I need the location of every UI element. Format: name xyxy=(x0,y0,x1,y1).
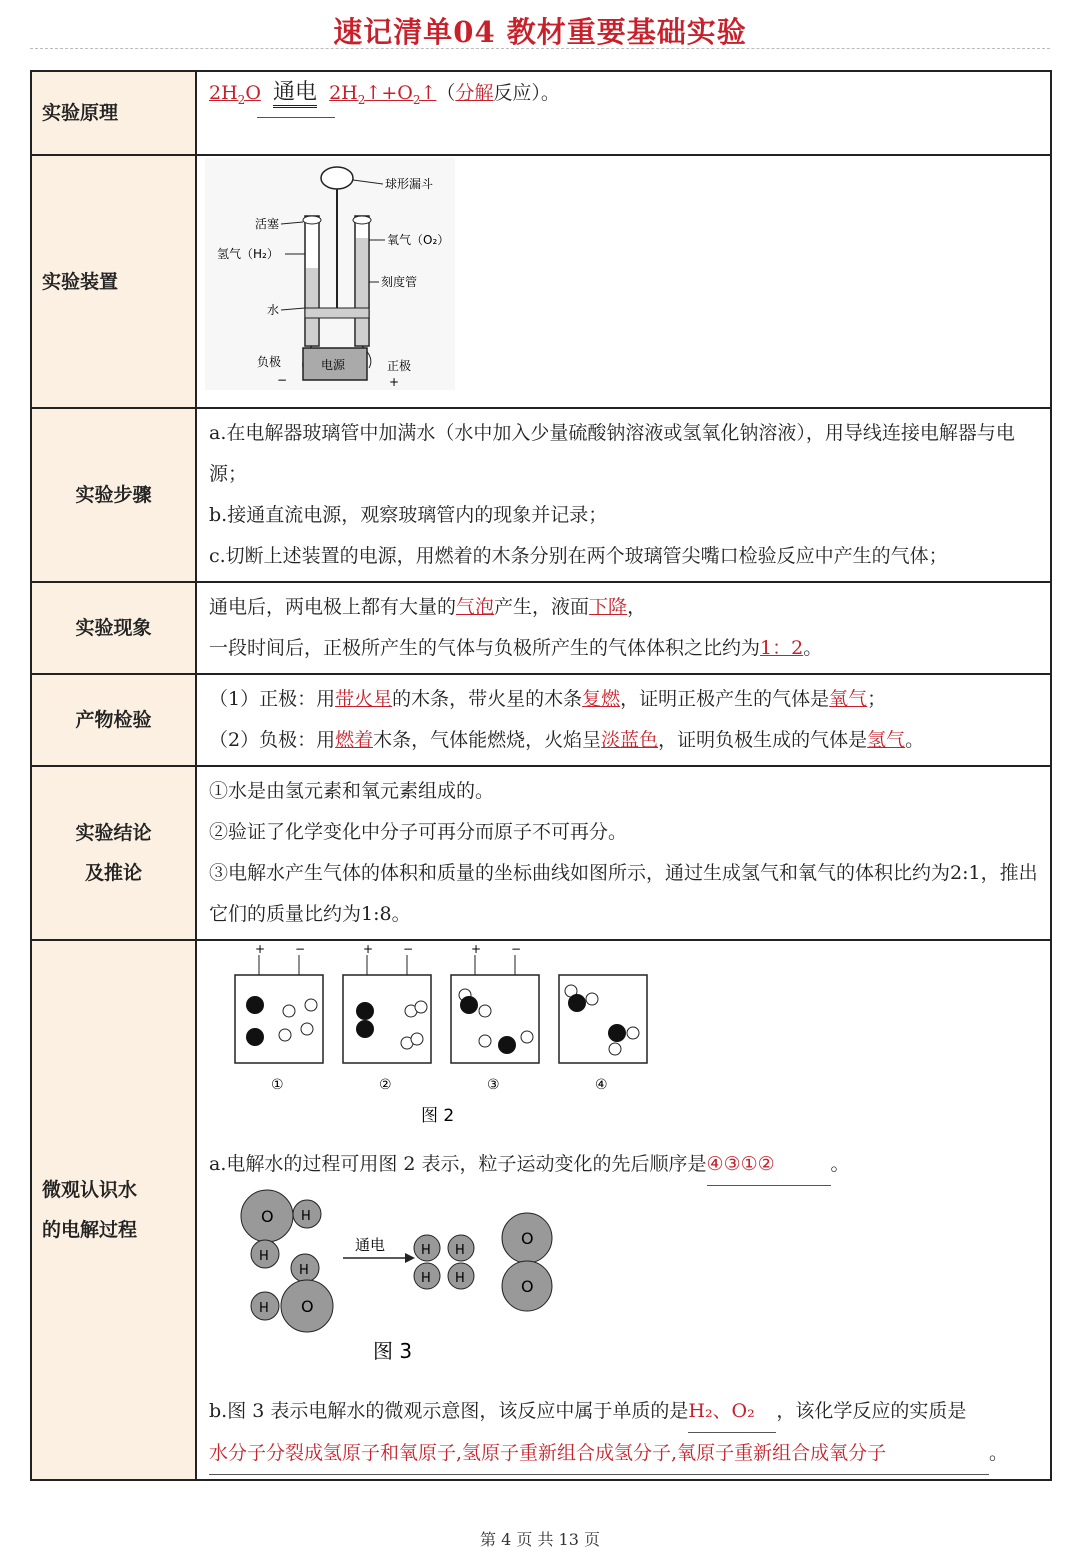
label-hydrogen: 氢气（H₂） xyxy=(217,247,279,261)
product-formula: $2H_2↑+O_2↑$ xyxy=(329,82,437,107)
row-test xyxy=(31,674,1051,766)
oxygen-molecule xyxy=(502,1213,552,1311)
svg-text:H: H xyxy=(259,1301,269,1316)
svg-text:H: H xyxy=(455,1271,465,1286)
label-phenomenon: 实验现象 xyxy=(31,582,196,674)
svg-text:+: + xyxy=(255,943,266,956)
svg-text:O: O xyxy=(521,1277,534,1296)
row-apparatus xyxy=(31,155,1051,408)
conclusion-1: ①水是由氢元素和氧元素组成的。 xyxy=(209,780,495,802)
answer-order: ④③①② xyxy=(707,1144,831,1186)
label-negative: 负极 xyxy=(257,355,282,369)
label-minus: − xyxy=(277,373,288,387)
electrolysis-apparatus-diagram xyxy=(205,158,455,390)
fig2-caption: 图 2 xyxy=(421,1106,455,1126)
svg-text:H: H xyxy=(299,1263,309,1278)
funnel-bulb xyxy=(321,167,353,189)
label-principle: 实验原理 xyxy=(31,71,196,155)
answer-drop: 下降 xyxy=(589,596,628,618)
row-steps xyxy=(31,408,1051,582)
fig2-box-2 xyxy=(343,943,431,1093)
svg-text:H: H xyxy=(259,1249,269,1264)
svg-text:①: ① xyxy=(271,1077,284,1093)
step-c: c.切断上述装置的电源，用燃着的木条分别在两个玻璃管尖嘴口检验反应中产生的气体； xyxy=(209,545,948,567)
apparatus-content xyxy=(196,155,1051,408)
label-oxygen: 氧气（O₂） xyxy=(387,233,450,247)
label-plus: + xyxy=(389,375,400,389)
conclusion-3: ③电解水产生气体的体积和质量的坐标曲线如图所示，通过生成氢气和氧气的体积比约为2:1，推出它们的质量比约为1:8。 xyxy=(209,862,1038,925)
label-micro: 微观认识水 的电解过程 xyxy=(31,940,196,1480)
svg-text:②: ② xyxy=(379,1077,392,1093)
label-apparatus: 实验装置 xyxy=(31,155,196,408)
label-steps: 实验步骤 xyxy=(31,408,196,582)
micro-content xyxy=(196,940,1051,1480)
right-stopcock xyxy=(353,216,371,224)
figure-3 xyxy=(209,1186,609,1376)
svg-text:O: O xyxy=(261,1207,274,1226)
row-principle xyxy=(31,71,1051,155)
label-water: 水 xyxy=(267,303,280,317)
label-positive: 正极 xyxy=(387,359,412,373)
label-test: 产物检验 xyxy=(31,674,196,766)
micro-question-b: b.图 3 表示电解水的微观示意图，该反应中属于单质的是H₂、O₂ ，该化学反应的实质是水分子分裂成氢原子和氧原子,氢原子重新组合成氢分子,氧原子重新组合成氧分子 。 xyxy=(209,1391,1040,1475)
svg-text:④: ④ xyxy=(595,1077,608,1093)
answer-elements: H₂、O₂ xyxy=(688,1391,776,1433)
label-funnel: 球形漏斗 xyxy=(385,177,434,191)
fig2-box-3 xyxy=(451,943,539,1093)
fig2-box-4 xyxy=(559,975,647,1093)
phenomenon-line-1: 通电后，两电极上都有大量的气泡产生，液面下降， xyxy=(209,596,647,618)
test-line-1: （1）正极：用带火星的木条，带火星的木条复燃，证明正极产生的气体是氧气； xyxy=(209,688,887,710)
conclusion-2: ②验证了化学变化中分子可再分而原子不可再分。 xyxy=(209,821,628,843)
svg-text:H: H xyxy=(455,1243,465,1258)
svg-text:−: − xyxy=(295,943,306,956)
principle-content: $2H_2O$ 通电 $2H_2↑+O_2↑$（分解反应）。 xyxy=(196,71,1051,155)
phenomenon-line-2: 一段时间后，正极所产生的气体与负极所产生的气体体积之比约为1：2。 xyxy=(209,637,823,659)
figure-2 xyxy=(209,943,649,1129)
title-divider xyxy=(30,48,1050,49)
fig2-box-1 xyxy=(235,943,323,1093)
svg-text:③: ③ xyxy=(487,1077,500,1093)
reactant-formula: $2H_2O$ xyxy=(209,82,261,107)
label-tube: 刻度管 xyxy=(381,275,418,289)
test-line-2: （2）负极：用燃着木条，气体能燃烧，火焰呈淡蓝色，证明负极生成的气体是氢气。 xyxy=(209,729,925,751)
svg-text:−: − xyxy=(511,943,522,956)
row-conclusion xyxy=(31,766,1051,940)
answer-ratio: 1：2 xyxy=(760,637,804,659)
fig3-caption: 图 3 xyxy=(373,1339,413,1363)
step-b: b.接通直流电源，观察玻璃管内的现象并记录； xyxy=(209,504,608,526)
svg-text:+: + xyxy=(471,943,482,956)
experiment-table xyxy=(30,70,1052,1481)
svg-text:+: + xyxy=(363,943,374,956)
label-stopcock: 活塞 xyxy=(255,217,280,231)
hydrogen-molecules xyxy=(414,1235,474,1289)
test-content xyxy=(196,674,1051,766)
svg-text:H: H xyxy=(421,1243,431,1258)
answer-essence: 水分子分裂成氢原子和氧原子,氢原子重新组合成氢分子,氧原子重新组合成氧分子 xyxy=(209,1433,989,1475)
steps-content xyxy=(196,408,1051,582)
label-conclusion: 实验结论 及推论 xyxy=(31,766,196,940)
svg-text:O: O xyxy=(521,1229,534,1248)
reaction-condition: 通电 xyxy=(273,80,317,108)
row-phenomenon xyxy=(31,582,1051,674)
reaction-type-answer: 分解 xyxy=(455,82,494,104)
answer-bubbles: 气泡 xyxy=(456,596,495,618)
svg-text:H: H xyxy=(301,1209,311,1224)
condition-underline xyxy=(257,117,335,130)
left-stopcock xyxy=(303,216,321,224)
page-title: 速记清单04 教材重要基础实验 xyxy=(333,15,747,49)
step-a: a.在电解器玻璃管中加满水（水中加入少量硫酸钠溶液或氢氧化钠溶液），用导线连接电解器与电源； xyxy=(209,422,1015,485)
phenomenon-content xyxy=(196,582,1051,674)
arrow-condition: 通电 xyxy=(355,1236,386,1254)
label-power: 电源 xyxy=(321,358,346,372)
svg-text:O: O xyxy=(301,1297,314,1316)
svg-text:−: − xyxy=(403,943,414,956)
page-footer: 第 4 页 共 13 页 xyxy=(480,1530,600,1549)
conclusion-content xyxy=(196,766,1051,940)
row-micro xyxy=(31,940,1051,1480)
svg-text:H: H xyxy=(421,1271,431,1286)
micro-question-a: a.电解水的过程可用图 2 表示，粒子运动变化的先后顺序是④③①② 。 xyxy=(209,1144,1040,1186)
